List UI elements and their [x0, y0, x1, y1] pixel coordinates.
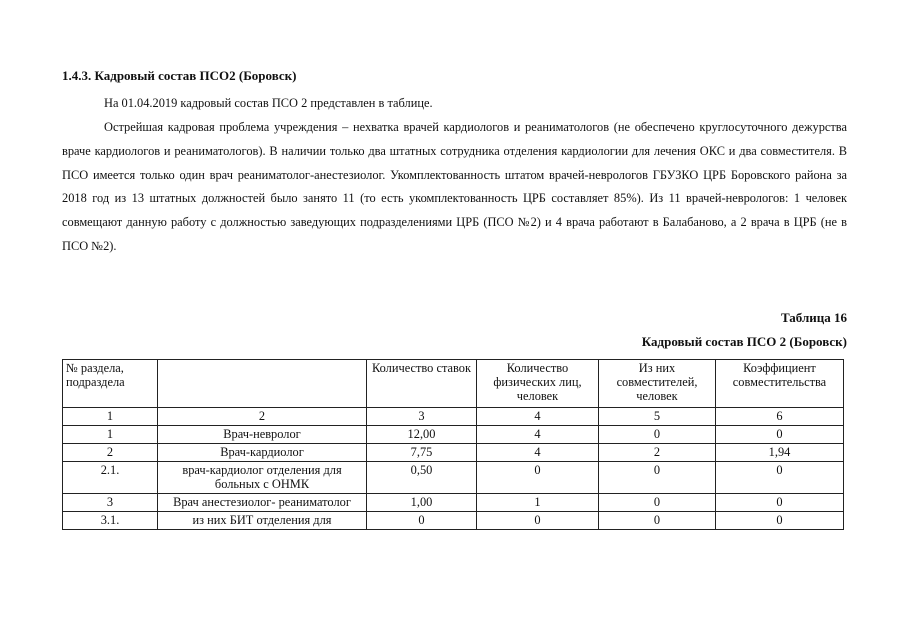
intro-paragraph: На 01.04.2019 кадровый состав ПСО 2 представлен в таблице. [104, 96, 433, 110]
table-cell: 1 [63, 426, 158, 444]
table-cell: 3.1. [63, 512, 158, 530]
table-cell: 2 [599, 444, 716, 462]
table-row [63, 426, 844, 444]
section-heading: 1.4.3. Кадровый состав ПСО2 (Боровск) [62, 68, 297, 83]
table-cell: Врач-кардиолог [158, 444, 367, 462]
column-number-row [63, 408, 844, 426]
column-number: 1 [63, 408, 158, 426]
column-number: 4 [477, 408, 599, 426]
table-cell: 0 [716, 426, 844, 444]
table-cell: 0 [367, 512, 477, 530]
table-cell: из них БИТ отделения для [158, 512, 367, 530]
header-part-time-coefficient: Коэффициент совместительства [716, 360, 844, 408]
table-cell: 0 [477, 512, 599, 530]
header-section-number: № раздела, подраздела [63, 360, 158, 408]
table-cell: 0 [716, 512, 844, 530]
column-number: 2 [158, 408, 367, 426]
table-cell: 0 [716, 462, 844, 494]
table-cell: 3 [63, 494, 158, 512]
table-title: Кадровый состав ПСО 2 (Боровск) [641, 334, 847, 349]
table-cell: 12,00 [367, 426, 477, 444]
table-cell: 2.1. [63, 462, 158, 494]
table-header-row [63, 360, 844, 408]
header-part-timers: Из них совместителей, человек [599, 360, 716, 408]
table-cell: Врач-невролог [158, 426, 367, 444]
column-number: 5 [599, 408, 716, 426]
header-rate-count: Количество ставок [367, 360, 477, 408]
table-cell: 4 [477, 426, 599, 444]
table-cell: 0 [716, 494, 844, 512]
table-cell: 0 [599, 512, 716, 530]
table-row [63, 462, 844, 494]
table-cell: 0,50 [367, 462, 477, 494]
table-cell: 0 [477, 462, 599, 494]
table-cell: врач-кардиолог отделения для больных с ОНМК [158, 462, 367, 494]
table-row [63, 494, 844, 512]
header-physical-persons: Количество физических лиц, человек [477, 360, 599, 408]
column-number: 6 [716, 408, 844, 426]
table-cell: 2 [63, 444, 158, 462]
table-cell: 4 [477, 444, 599, 462]
table-cell: 0 [599, 426, 716, 444]
staff-table [62, 359, 844, 530]
table-cell: 1 [477, 494, 599, 512]
table-number: Таблица 16 [780, 310, 847, 325]
header-position [158, 360, 367, 408]
staffing-problem-paragraph: Острейшая кадровая проблема учреждения – нехватка врачей кардиологов и реаниматологов (не обеспечено круглосуточного дежурства враче кардиологов и реаниматологов). В наличии только два штатных сотрудника отделения кардиологии для лечения ОКС и два совместителя. В ПСО имеется только один врач реаниматолог-анестезиолог. Укомплектованность штатом врачей-неврологов ГБУЗКО ЦРБ Боровского района за 2018 год из 13 штатных должностей было занято 11 (то есть укомплектованность ЦРБ составляет 85%). Из 11 врачей-неврологов: 1 человек совмещают данную работу с должностью заведующих подразделениями ЦРБ (ПСО №2) и 4 врача работают в Балабаново, а 2 врача в ЦРБ (не в ПСО №2). [62, 120, 847, 253]
table-row [63, 444, 844, 462]
table-cell: 0 [599, 462, 716, 494]
table-cell: 1,00 [367, 494, 477, 512]
column-number: 3 [367, 408, 477, 426]
table-row [63, 512, 844, 530]
table-cell: 0 [599, 494, 716, 512]
table-cell: 1,94 [716, 444, 844, 462]
table-cell: Врач анестезиолог- реаниматолог [158, 494, 367, 512]
table-cell: 7,75 [367, 444, 477, 462]
